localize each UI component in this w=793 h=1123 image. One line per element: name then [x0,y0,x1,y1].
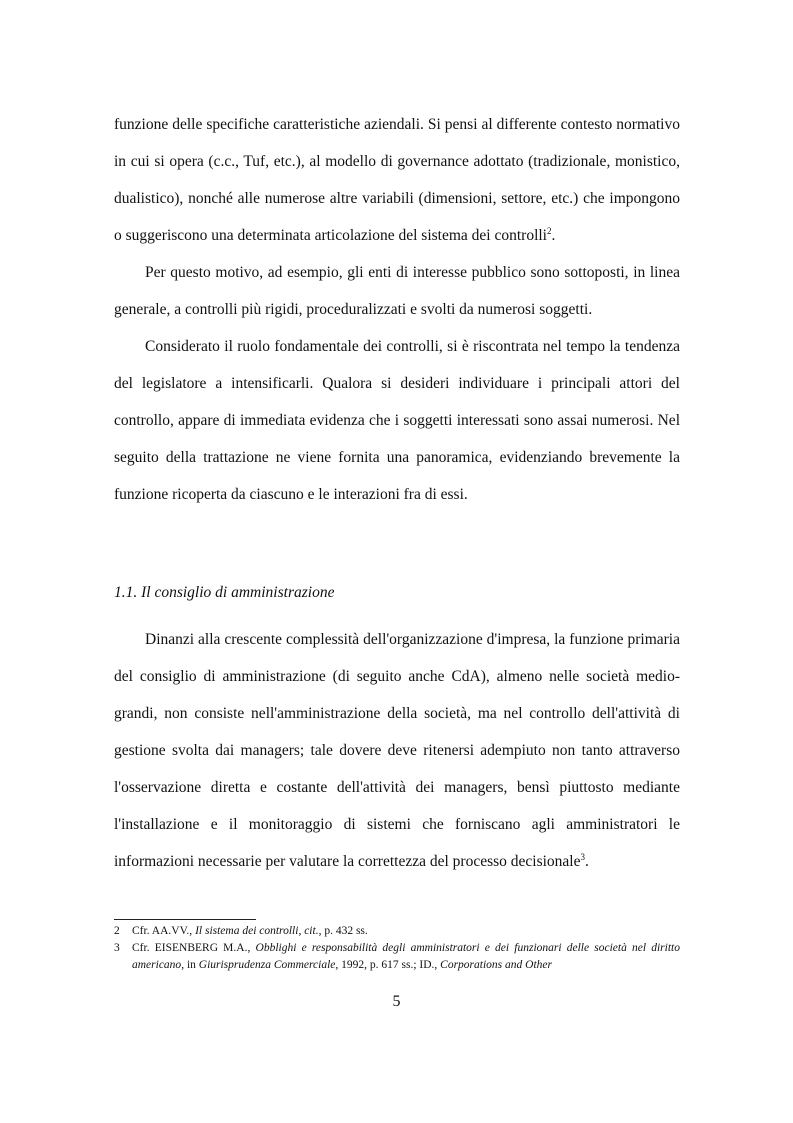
paragraph-1-text: funzione delle specifiche caratteristiche aziendali. Si pensi al differente contesto normativo in cui si opera (c.c., Tuf, etc.), al modello di governance adottato (tradizionale, monistico, dualistico), nonché alle numerose altre variabili (dimensioni, settore, etc.) che impongono o suggeriscono una determinata articolazione del sistema dei controlli [114,116,680,244]
paragraph-4-end: . [584,853,589,870]
footnotes [114,923,680,974]
footnote-3 [114,940,680,974]
footnote-title-2: Corporations and Other [440,959,552,971]
footnote-prefix: Cfr. AA.VV., [132,925,196,937]
paragraph-3: Considerato il ruolo fondamentale dei controlli, si è riscontrata nel tempo la tendenza del legislatore a intensificarli. Qualora si desideri individuare i principali attori del controllo, appare di immediata evidenza che i soggetti interessati sono assai numerosi. Nel seguito della trattazione ne viene fornita una panoramica, evidenziando brevemente la funzione ricoperta da ciascuno e le interazioni fra di essi. [114,338,680,503]
footnote-ref-2[interactable]: 2 [547,225,552,236]
paragraph-4 [114,621,680,880]
footnote-number: 2 [114,925,120,937]
footnote-2 [114,923,680,940]
body-text [114,106,680,513]
footnote-number: 3 [114,942,120,954]
footnote-text [132,940,680,974]
paragraph-1 [114,106,680,254]
page-number: 5 [392,993,401,1010]
paragraph-1-end: . [551,227,556,244]
footnote-journal: Giurisprudenza Commerciale, [198,959,339,971]
section-body [114,621,680,880]
footnote-text [132,923,680,940]
footnote-divider [114,919,256,920]
footnote-prefix: Cfr. EISENBERG M.A., [132,942,256,954]
footnote-middle-2: 1992, p. 617 ss.; ID., [338,959,441,971]
footnote-ref-3[interactable]: 3 [580,851,585,862]
footnote-title: Obblighi e responsabilità degli amministratori e dei funzionari delle società nel diritto americano [132,942,680,971]
footnote-middle: , in [181,959,199,971]
paragraph-2: Per questo motivo, ad esempio, gli enti di interesse pubblico sono sottoposti, in linea generale, a controlli più rigidi, proceduralizzati e svolti da numerosi soggetti. [114,264,680,318]
footnote-suffix: , p. 432 ss. [318,925,368,937]
footnote-title: Il sistema dei controlli, cit. [195,925,319,937]
paragraph-4-text: Dinanzi alla crescente complessità dell'organizzazione d'impresa, la funzione primaria del consiglio di amministrazione (di seguito anche CdA), almeno nelle società medio-grandi, non consiste nell'amministrazione della società, ma nel controllo dell'attività di gestione svolta dai managers; tale dovere deve ritenersi adempiuto non tanto attraverso l'osservazione diretta e costante dell'attività dei managers, bensì piuttosto mediante l'installazione e il monitoraggio di sistemi che forniscano agli amministratori le informazioni necessarie per valutare la correttezza del processo decisionale [114,631,680,870]
section-title: 1.1. Il consiglio di amministrazione [114,584,335,601]
